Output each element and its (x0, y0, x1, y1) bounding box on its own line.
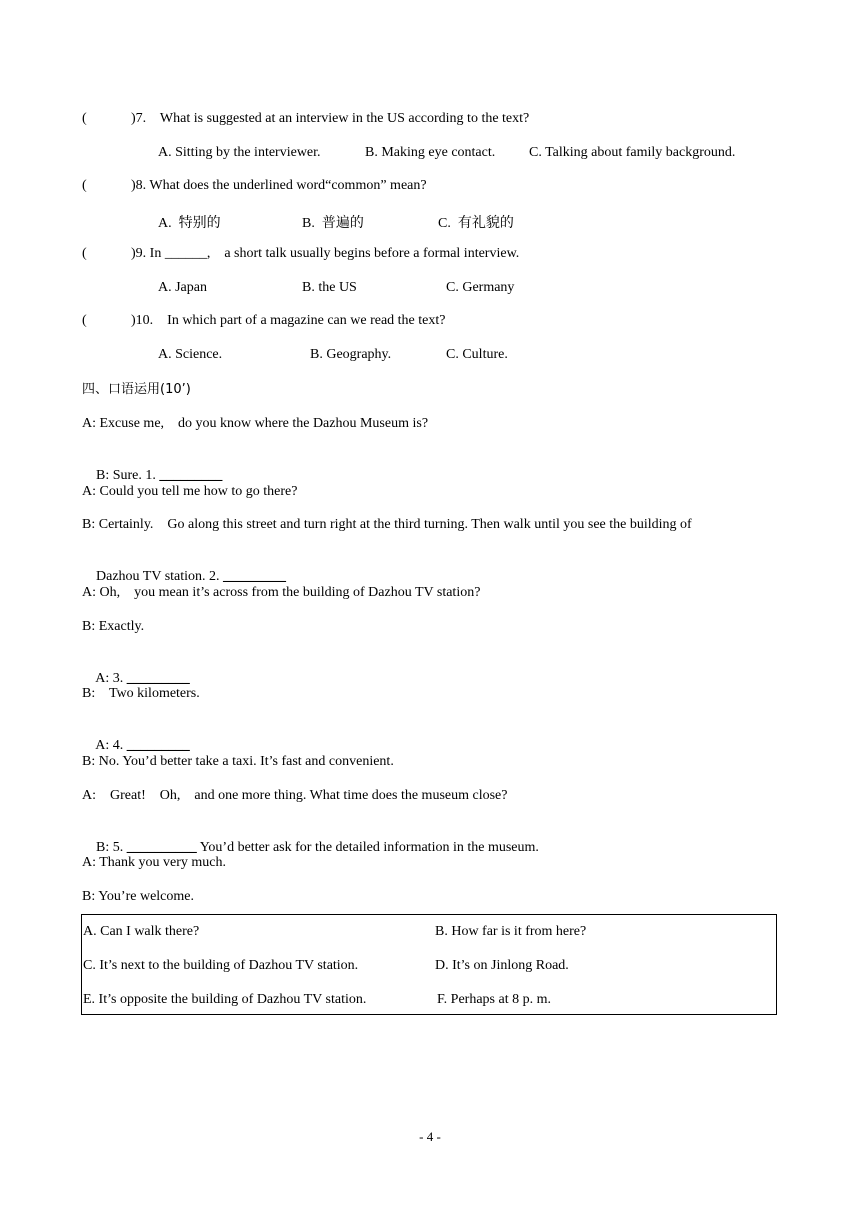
option-b: B. the US (302, 280, 357, 295)
option-a: A. Science. (158, 347, 223, 362)
line-text: B: 5. (96, 840, 127, 855)
dialogue-line: A: Thank you very much. (82, 855, 226, 870)
dialogue-line: B: Exactly. (82, 619, 145, 634)
answer-blank-3[interactable]: _________ (126, 671, 190, 686)
option-c: C. Talking about family background. (529, 145, 736, 160)
dialogue-line: A: Oh, you mean it’s across from the building of Dazhou TV station? (82, 585, 481, 600)
dialogue-line: A: Excuse me, do you know where the Dazhou Museum is? (82, 416, 429, 431)
option-c: C. Germany (446, 280, 515, 295)
answer-paren: ( (82, 313, 87, 328)
dialogue-line: B: Two kilometers. (82, 686, 200, 701)
dialogue-line: B: Certainly. Go along this street and turn right at the third turning. Then walk until you see the building of (82, 517, 692, 532)
choices-box (81, 914, 777, 1015)
dialogue-line: B: You’re welcome. (82, 889, 194, 904)
dialogue-line: A: Great! Oh, and one more thing. What time does the museum close? (82, 788, 508, 803)
choice-b: B. How far is it from here? (435, 924, 587, 939)
option-a: A. Japan (158, 280, 207, 295)
question-text: )10. In which part of a magazine can we read the text? (131, 313, 446, 328)
question-text: )8. What does the underlined word“common” mean? (131, 178, 427, 193)
option-b: B. 普遍的 (302, 216, 364, 231)
question-text: )9. In ______, a short talk usually begins before a formal interview. (131, 246, 520, 261)
page-number: - 4 - (419, 1129, 441, 1144)
answer-paren: ( (82, 178, 87, 193)
answer-blank-1[interactable]: _________ (159, 468, 223, 483)
answer-paren: ( (82, 111, 87, 126)
dialogue-line: A: Could you tell me how to go there? (82, 484, 298, 499)
option-b: B. Making eye contact. (365, 145, 496, 160)
option-a: A. 特别的 (158, 216, 221, 231)
line-text: A: 3. (95, 671, 127, 686)
line-text: A: 4. (95, 738, 127, 753)
option-c: C. Culture. (446, 347, 508, 362)
choice-a: A. Can I walk there? (83, 924, 200, 939)
answer-blank-5[interactable]: __________ (126, 840, 197, 855)
choice-f: F. Perhaps at 8 p. m. (437, 992, 551, 1007)
choice-c: C. It’s next to the building of Dazhou TV station. (83, 958, 359, 973)
question-text: )7. What is suggested at an interview in the US according to the text? (131, 111, 530, 126)
option-b: B. Geography. (310, 347, 392, 362)
dialogue-line: B: No. You’d better take a taxi. It’s fast and convenient. (82, 754, 394, 769)
answer-blank-2[interactable]: _________ (223, 569, 287, 584)
option-c: C. 有礼貌的 (438, 216, 514, 231)
line-text: Dazhou TV station. 2. (96, 569, 224, 584)
answer-paren: ( (82, 246, 87, 261)
option-a: A. Sitting by the interviewer. (158, 145, 321, 160)
section-title: 四、口语运用(10’) (82, 382, 191, 397)
choice-d: D. It’s on Jinlong Road. (435, 958, 569, 973)
answer-blank-4[interactable]: _________ (126, 738, 190, 753)
line-text: You’d better ask for the detailed information in the museum. (196, 840, 539, 855)
choice-e: E. It’s opposite the building of Dazhou TV station. (83, 992, 367, 1007)
line-text: B: Sure. 1. (96, 468, 160, 483)
